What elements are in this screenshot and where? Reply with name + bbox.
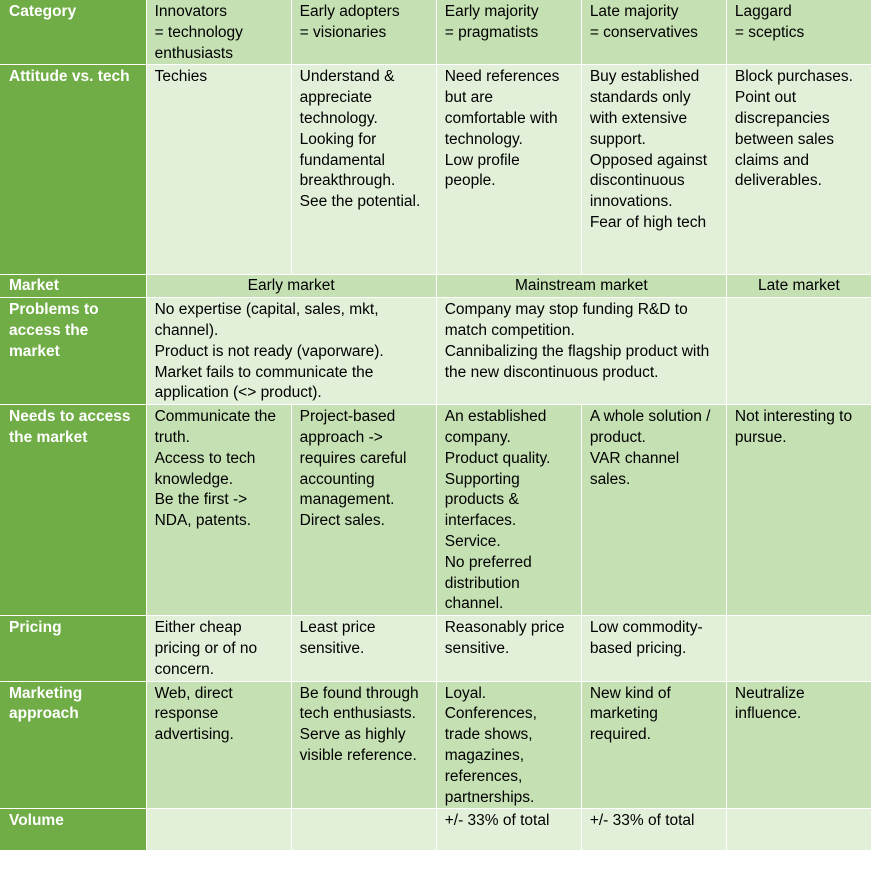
pricing-row (0, 616, 872, 681)
late-market-label: Late market (726, 275, 871, 298)
needs-early-adopters: Project-based approach -> requires careful accounting management. Direct sales. (291, 405, 436, 616)
category-header: Category (0, 0, 146, 65)
attitude-row (0, 65, 872, 275)
pricing-early-adopters: Least price sensitive. (291, 616, 436, 681)
late-majority-header: Late majority = conservatives (581, 0, 726, 65)
marketing-early-adopters: Be found through tech enthusiasts. Serve as highly visible reference. (291, 681, 436, 809)
laggard-header: Laggard = sceptics (726, 0, 871, 65)
marketing-early-majority: Loyal. Conferences, trade shows, magazines, references, partnerships. (436, 681, 581, 809)
attitude-innovators: Techies (146, 65, 291, 275)
row-label-marketing: Marketing approach (0, 681, 146, 809)
row-label-volume: Volume (0, 809, 146, 851)
volume-row (0, 809, 872, 851)
header-row (0, 0, 872, 65)
marketing-row (0, 681, 872, 809)
volume-innovators (146, 809, 291, 851)
early-majority-header: Early majority = pragmatists (436, 0, 581, 65)
marketing-laggard: Neutralize influence. (726, 681, 871, 809)
attitude-early-adopters: Understand & appreciate technology. Looking for fundamental breakthrough. See the potential. (291, 65, 436, 275)
row-label-problems: Problems to access the market (0, 298, 146, 405)
pricing-laggard (726, 616, 871, 681)
innovators-header: Innovators = technology enthusiasts (146, 0, 291, 65)
row-label-market: Market (0, 275, 146, 298)
attitude-early-majority: Need references but are comfortable with technology. Low profile people. (436, 65, 581, 275)
volume-early-adopters (291, 809, 436, 851)
marketing-innovators: Web, direct response advertising. (146, 681, 291, 809)
volume-early-majority: +/- 33% of total (436, 809, 581, 851)
needs-row (0, 405, 872, 616)
row-label-attitude: Attitude vs. tech (0, 65, 146, 275)
problems-row (0, 298, 872, 405)
pricing-early-majority: Reasonably price sensitive. (436, 616, 581, 681)
problems-early-market: No expertise (capital, sales, mkt, channel). Product is not ready (vaporware). Market fails to communicate the application (<> product). (146, 298, 436, 405)
needs-early-majority: An established company. Product quality. Supporting products & interfaces. Service. No preferred distribution channel. (436, 405, 581, 616)
pricing-innovators: Either cheap pricing or of no concern. (146, 616, 291, 681)
pricing-late-majority: Low commodity-based pricing. (581, 616, 726, 681)
marketing-late-majority: New kind of marketing required. (581, 681, 726, 809)
early-adopters-header: Early adopters = visionaries (291, 0, 436, 65)
mainstream-market-label: Mainstream market (436, 275, 726, 298)
needs-innovators: Communicate the truth. Access to tech knowledge. Be the first -> NDA, patents. (146, 405, 291, 616)
problems-mainstream-market: Company may stop funding R&D to match competition. Cannibalizing the flagship product with the new discontinuous product. (436, 298, 726, 405)
needs-late-majority: A whole solution / product. VAR channel sales. (581, 405, 726, 616)
attitude-late-majority: Buy established standards only with extensive support. Opposed against discontinuous innovations. Fear of high tech (581, 65, 726, 275)
early-market-label: Early market (146, 275, 436, 298)
row-label-pricing: Pricing (0, 616, 146, 681)
volume-late-majority: +/- 33% of total (581, 809, 726, 851)
row-label-needs: Needs to access the market (0, 405, 146, 616)
volume-laggard (726, 809, 871, 851)
attitude-laggard: Block purchases. Point out discrepancies between sales claims and deliverables. (726, 65, 871, 275)
market-row (0, 275, 872, 298)
needs-laggard: Not interesting to pursue. (726, 405, 871, 616)
problems-late-market (726, 298, 871, 405)
